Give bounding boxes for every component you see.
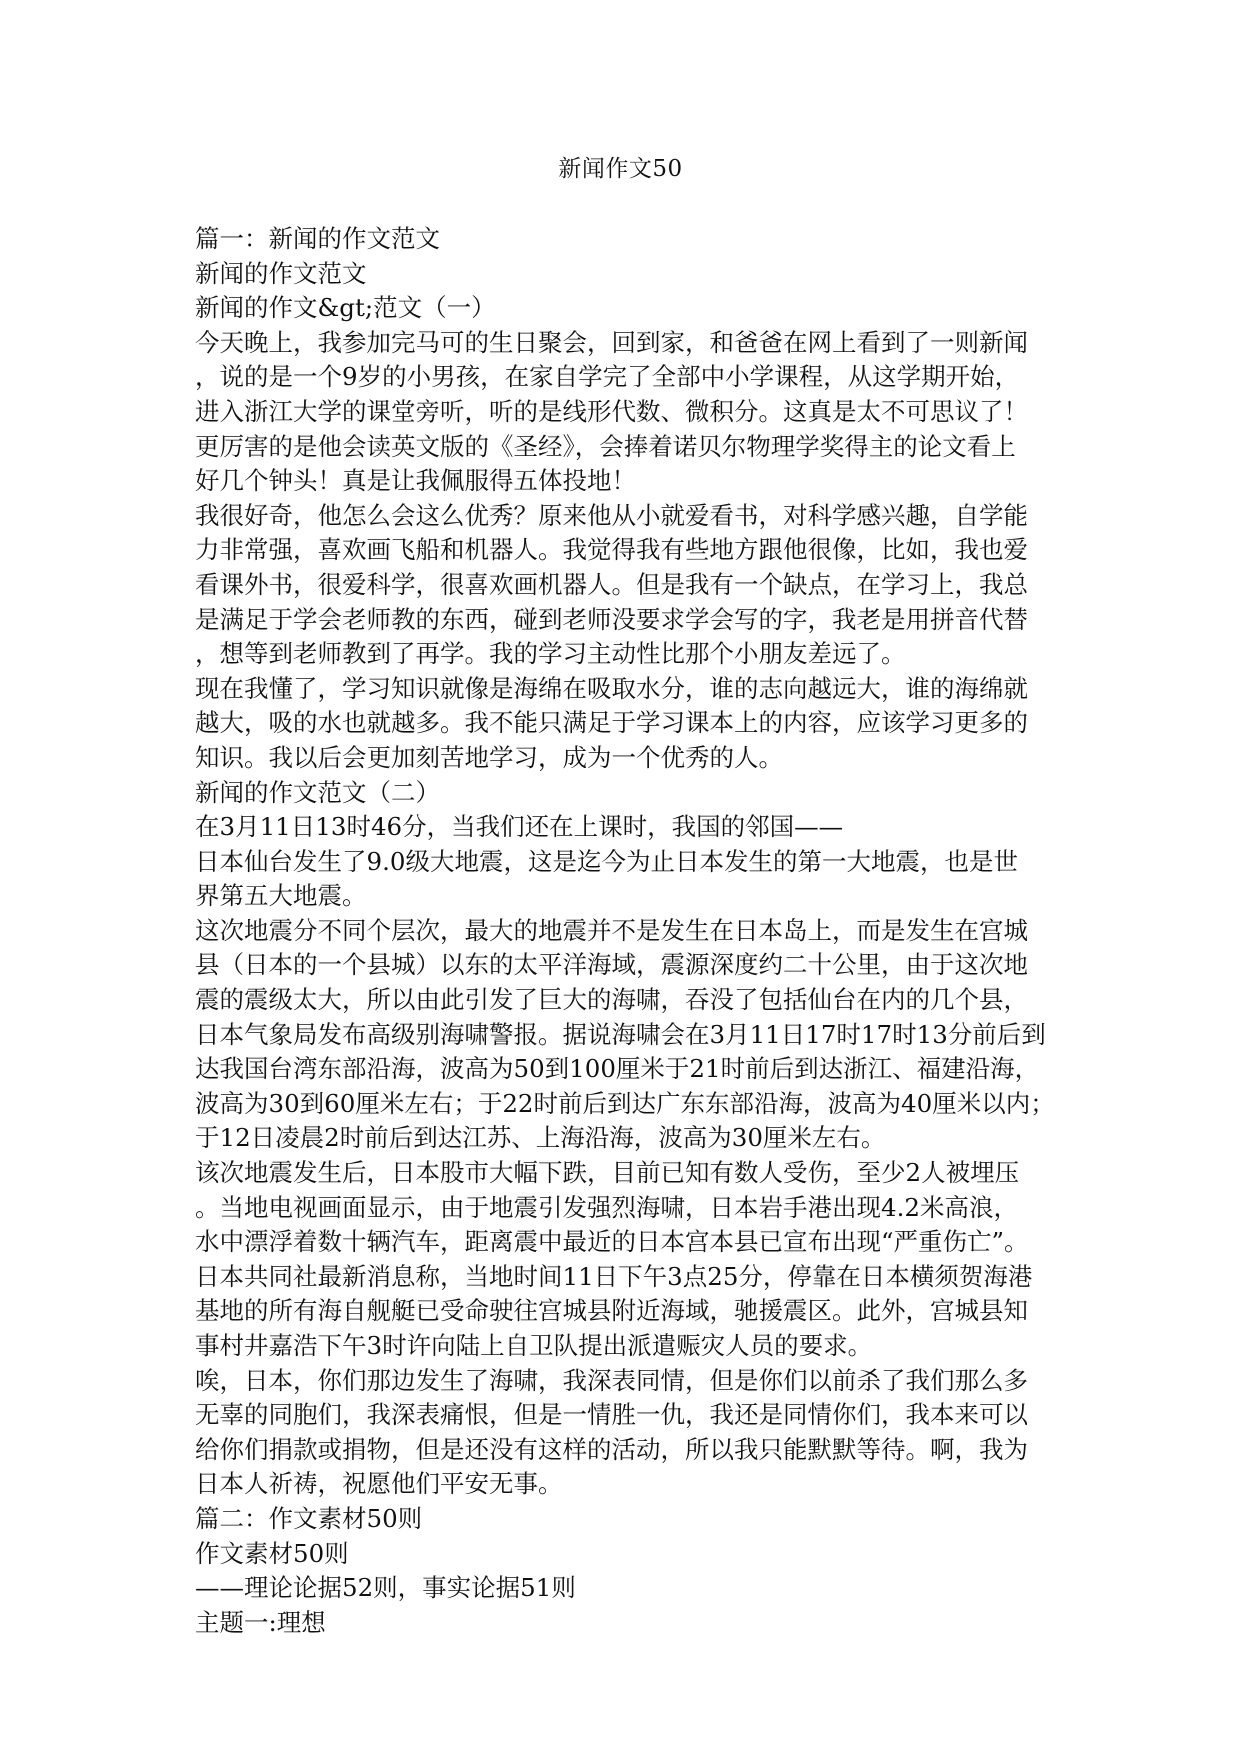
text-line: 在3月11日13时46分，当我们还在上课时，我国的邻国—— <box>195 812 844 842</box>
document-title: 新闻作文50 <box>558 156 683 182</box>
text-line: 主题一:理想 <box>195 1607 326 1637</box>
text-line: 这次地震分不同个层次，最大的地震并不是发生在日本岛上，而是发生在宫城 <box>195 915 1028 945</box>
text-line: 。当地电视画面显示，由于地震引发强烈海啸，日本岩手港出现4.2米高浪， <box>195 1192 1018 1222</box>
text-line: 事村井嘉浩下午3时许向陆上自卫队提出派遣赈灾人员的要求。 <box>195 1331 873 1360</box>
text-line: 作文素材50则 <box>195 1538 349 1568</box>
text-line: 我很好奇，他怎么会这么优秀？原来他从小就爱看书，对科学感兴趣，自学能 <box>195 500 1028 530</box>
text-line: ，说的是一个9岁的小男孩，在家自学完了全部中小学课程，从这学期开始， <box>195 362 1020 392</box>
text-line: 新闻的作文范文 <box>195 258 367 288</box>
text-line: 新闻的作文范文（二） <box>195 777 440 807</box>
text-line: 无辜的同胞们，我深表痛恨，但是一情胜一仇，我还是同情你们，我本来可以 <box>195 1400 1028 1430</box>
text-line: 县（日本的一个县城）以东的太平洋海域，震源深度约二十公里，由于这次地 <box>195 950 1028 980</box>
text-line: 该次地震发生后，日本股市大幅下跌，目前已知有数人受伤，至少2人被埋压 <box>195 1158 1020 1188</box>
text-line: 篇二：作文素材50则 <box>195 1503 423 1533</box>
text-line: 看课外书，很爱科学，很喜欢画机器人。但是我有一个缺点，在学习上，我总 <box>195 569 1028 599</box>
text-line: 于12日凌晨2时前后到达江苏、上海沿海，波高为30厘米左右。 <box>195 1123 886 1153</box>
text-line: ，想等到老师教到了再学。我的学习主动性比那个小朋友差远了。 <box>195 639 906 669</box>
document-body <box>195 222 1055 1640</box>
text-line: 知识。我以后会更加刻苦地学习，成为一个优秀的人。 <box>195 742 783 772</box>
text-line: 震的震级太大，所以由此引发了巨大的海啸，吞没了包括仙台在内的几个县， <box>195 985 1028 1015</box>
text-line: 达我国台湾东部沿海，波高为50到100厘米于21时前后到达浙江、福建沿海， <box>195 1054 1040 1084</box>
text-line: 更厉害的是他会读英文版的《圣经》，会捧着诺贝尔物理学奖得主的论文看上 <box>195 431 1016 461</box>
text-line: 进入浙江大学的课堂旁听，听的是线形代数、微积分。这真是太不可思议了！ <box>195 396 1028 426</box>
text-line: 波高为30到60厘米左右；于22时前后到达广东东部沿海，波高为40厘米以内； <box>195 1088 1055 1118</box>
text-line: 是满足于学会老师教的东西，碰到老师没要求学会写的字，我老是用拼音代替 <box>195 604 1028 634</box>
text-line: 日本共同社最新消息称，当地时间11日下午3点25分，停靠在日本横须贺海港 <box>195 1261 1033 1291</box>
text-line: 力非常强，喜欢画飞船和机器人。我觉得我有些地方跟他很像，比如，我也爱 <box>195 535 1028 565</box>
text-line: 日本仙台发生了9.0级大地震，这是迄今为止日本发生的第一大地震，也是世 <box>195 846 1018 876</box>
text-line: 新闻的作文&gt;范文（一） <box>195 293 496 323</box>
text-line: 水中漂浮着数十辆汽车，距离震中最近的日本宫本县已宣布出现“严重伤亡”。 <box>195 1227 1029 1257</box>
text-line: 越大，吸的水也就越多。我不能只满足于学习课本上的内容，应该学习更多的 <box>195 708 1028 738</box>
text-line: ——理论论据52则，事实论据51则 <box>195 1573 576 1603</box>
text-line: 唉，日本，你们那边发生了海啸，我深表同情，但是你们以前杀了我们那么多 <box>195 1365 1028 1395</box>
text-line: 日本气象局发布高级别海啸警报。据说海啸会在3月11日17时17时13分前后到 <box>195 1019 1046 1049</box>
text-line: 基地的所有海自舰艇已受命驶往宫城县附近海域，驰援震区。此外，宫城县知 <box>195 1296 1028 1326</box>
text-line: 篇一：新闻的作文范文 <box>195 224 440 253</box>
text-line: 界第五大地震。 <box>195 881 367 911</box>
text-line: 今天晚上，我参加完马可的生日聚会，回到家，和爸爸在网上看到了一则新闻 <box>195 327 1028 357</box>
text-line: 现在我懂了，学习知识就像是海绵在吸取水分，谁的志向越远大，谁的海绵就 <box>195 673 1028 703</box>
text-line: 给你们捐款或捐物，但是还没有这样的活动，所以我只能默默等待。啊，我为 <box>195 1434 1028 1464</box>
text-line: 好几个钟头！真是让我佩服得五体投地！ <box>195 466 636 496</box>
text-line: 日本人祈祷，祝愿他们平安无事。 <box>195 1469 563 1499</box>
